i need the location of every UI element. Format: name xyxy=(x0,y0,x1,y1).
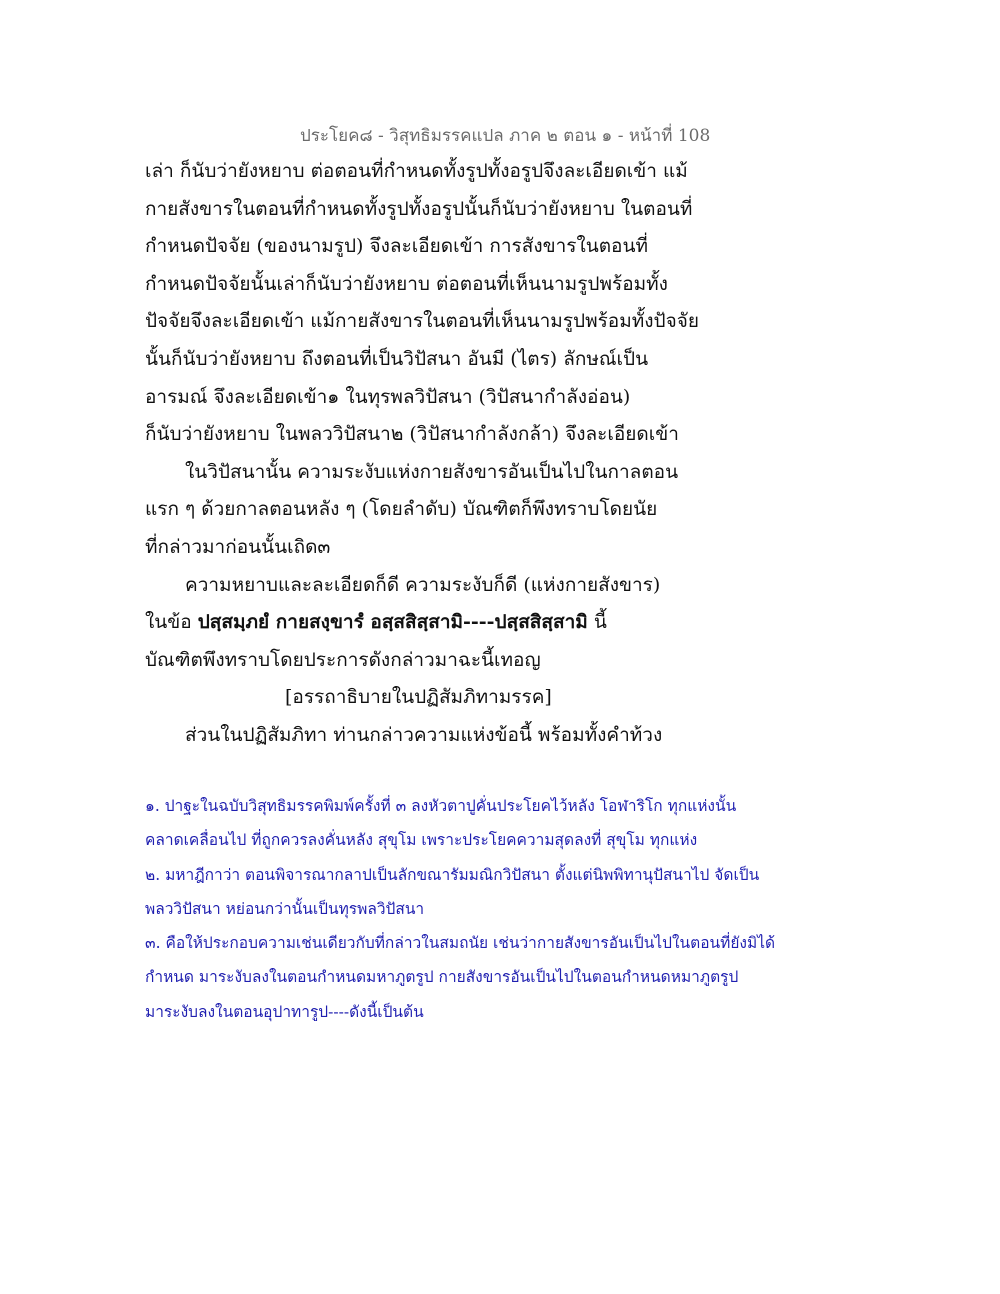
page-header: ประโยค๘ - วิสุทธิมรรคแปล ภาค ๒ ตอน ๑ - หน้าที่ 108 xyxy=(300,126,711,146)
text-line: กำหนดปัจจัยนั้นเล่าก็นับว่ายังหยาบ ต่อตอนที่เห็นนามรูปพร้อมทั้ง xyxy=(145,272,668,295)
text-line: กายสังขารในตอนที่กำหนดทั้งรูปทั้งอรูปนั้นก็นับว่ายังหยาบ ในตอนที่ xyxy=(145,197,693,220)
text-line: เล่า ก็นับว่ายังหยาบ ต่อตอนที่กำหนดทั้งรูปทั้งอรูปจึงละเอียดเข้า แม้ xyxy=(145,160,688,182)
footnotes xyxy=(145,789,845,1029)
text-line: แรก ๆ ด้วยกาลตอนหลัง ๆ (โดยลำดับ) บัณฑิตก็พึงทราบโดยนัย xyxy=(145,498,658,521)
text-line: ก็นับว่ายังหยาบ ในพลววิปัสนา๒ (วิปัสนากำลังกล้า) จึงละเอียดเข้า xyxy=(145,423,679,446)
footnote-line: กำหนด มาระงับลงในตอนกำหนดมหาภูตรูป กายสังขารอันเป็นไปในตอนกำหนดหมาภูตรูป xyxy=(145,968,739,987)
section-heading: [อรรถาธิบายในปฏิสัมภิทามรรค] xyxy=(285,686,552,709)
pali-quote-line xyxy=(145,604,845,642)
text-line: อารมณ์ จึงละเอียดเข้า๑ ในทุรพลวิปัสนา (วิปัสนากำลังอ่อน) xyxy=(145,385,631,408)
quote-suffix: นี้ xyxy=(587,611,607,634)
text-line: ปัจจัยจึงละเอียดเข้า แม้กายสังขารในตอนที่เห็นนามรูปพร้อมทั้งปัจจัย xyxy=(145,310,700,333)
footnote-line: ๒. มหาฎีกาว่า ตอนพิจารณากลาปเป็นลักขณารัมมณิกวิปัสนา ตั้งแต่นิพพิทานุปัสนาไป จัดเป็น xyxy=(145,865,760,884)
footnote-line: ๑. ปาฐะในฉบับวิสุทธิมรรคพิมพ์ครั้งที่ ๓ ลงหัวตาปูคั่นประโยคไว้หลัง โอฬาริโก ทุกแห่งนั้น xyxy=(145,797,737,815)
text-line: นั้นก็นับว่ายังหยาบ ถึงตอนที่เป็นวิปัสนา อันมี (ไตร) ลักษณ์เป็น xyxy=(145,347,649,370)
footnote-line: ๓. คือให้ประกอบความเช่นเดียวกับที่กล่าวในสมถนัย เช่นว่ากายสังขารอันเป็นไปในตอนที่ยังมิได้ xyxy=(145,934,776,953)
footnote-line: คลาดเคลื่อนไป ที่ถูกควรลงคั่นหลัง สุขุโม เพราะประโยคความสุดลงที่ สุขุโม ทุกแห่ง xyxy=(145,831,698,850)
text-line: ที่กล่าวมาก่อนนั้นเถิด๓ xyxy=(145,535,331,558)
main-text xyxy=(145,153,845,755)
footnote-line: พลววิปัสนา หย่อนกว่านั้นเป็นทุรพลวิปัสนา xyxy=(145,899,425,918)
text-line: กำหนดปัจจัย (ของนามรูป) จึงละเอียดเข้า การสังขารในตอนที่ xyxy=(145,235,648,258)
paragraph-start: ส่วนในปฏิสัมภิทา ท่านกล่าวความแห่งข้อนี้ พร้อมทั้งคำท้วง xyxy=(185,723,663,746)
paragraph-start: ความหยาบและละเอียดก็ดี ความระงับก็ดี (แห่งกายสังขาร) xyxy=(185,573,661,596)
text-line: บัณฑิตพึงทราบโดยประการดังกล่าวมาฉะนี้เทอญ xyxy=(145,648,541,671)
quote-prefix: ในข้อ xyxy=(145,611,198,634)
paragraph-start: ในวิปัสนานั้น ความระงับแห่งกายสังขารอันเป็นไปในกาลตอน xyxy=(185,460,679,483)
footnote-line: มาระงับลงในตอนอุปาทารูป----ดังนี้เป็นต้น xyxy=(145,1002,424,1021)
pali-quote: ปสฺสมฺภยํ กายสงฺขารํ อสฺสสิสฺสามิ----ปสฺสสิสฺสามิ xyxy=(197,611,588,634)
